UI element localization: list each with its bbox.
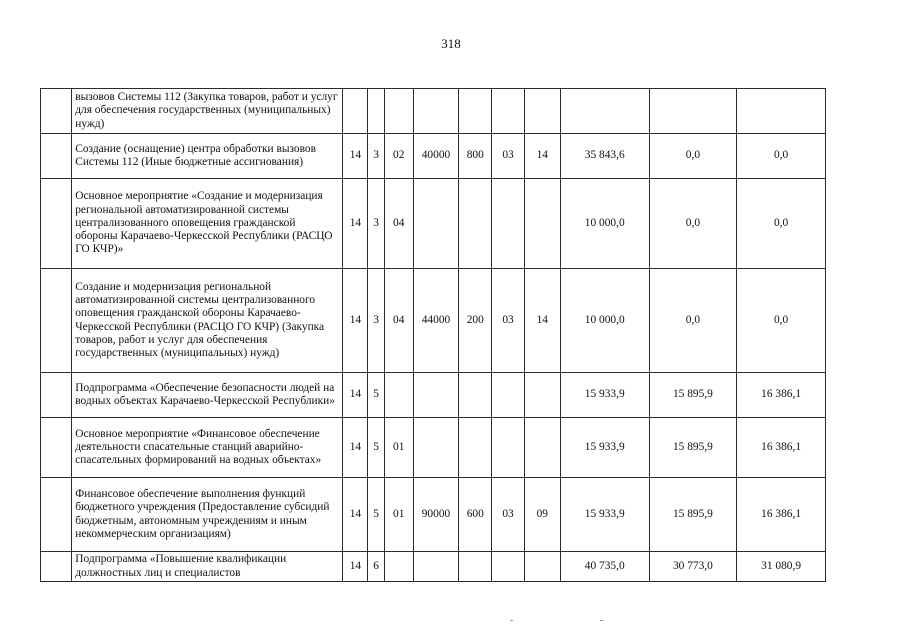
code-cell: 09 bbox=[524, 478, 560, 552]
code-cell: 600 bbox=[459, 478, 492, 552]
amount-cell bbox=[649, 89, 737, 134]
row-name: Создание (оснащение) центра обработки вызовов Системы 112 (Иные бюджетные ассигнования) bbox=[72, 134, 343, 179]
row-name: Создание и модернизация региональной автоматизированной системы централизованного оповещения гражданской обороны Карачаево-Черкесской Республики (РАСЦО ГО КЧР) (Закупка товаров, работ и услуг для обеспечения государственных (муниципальных) нужд) bbox=[72, 269, 343, 373]
code-cell: 200 bbox=[459, 269, 492, 373]
code-cell bbox=[524, 373, 560, 418]
code-cell bbox=[492, 179, 524, 269]
amount-cell: 15 933,9 bbox=[560, 418, 649, 478]
code-cell bbox=[413, 373, 458, 418]
code-cell bbox=[524, 89, 560, 134]
row-index-cell bbox=[41, 478, 72, 552]
code-cell bbox=[459, 418, 492, 478]
table-row bbox=[41, 478, 826, 552]
code-cell: 01 bbox=[384, 418, 413, 478]
row-index-cell bbox=[41, 552, 72, 582]
code-cell: 04 bbox=[384, 269, 413, 373]
amount-cell: 10 000,0 bbox=[560, 179, 649, 269]
table-row bbox=[41, 179, 826, 269]
row-name: Подпрограмма «Повышение квалификации должностных лиц и специалистов bbox=[72, 552, 343, 582]
row-name: Подпрограмма «Обеспечение безопасности людей на водных объектах Карачаево-Черкесской Республики» bbox=[72, 373, 343, 418]
code-cell bbox=[384, 89, 413, 134]
code-cell bbox=[343, 89, 368, 134]
code-cell: 01 bbox=[384, 478, 413, 552]
table-row bbox=[41, 134, 826, 179]
amount-cell: 16 386,1 bbox=[737, 478, 826, 552]
table-row bbox=[41, 552, 826, 582]
code-cell: 5 bbox=[368, 373, 384, 418]
amount-cell: 16 386,1 bbox=[737, 418, 826, 478]
code-cell bbox=[492, 418, 524, 478]
amount-cell: 31 080,9 bbox=[737, 552, 826, 582]
code-cell bbox=[459, 179, 492, 269]
code-cell bbox=[524, 179, 560, 269]
code-cell: 800 bbox=[459, 134, 492, 179]
code-cell: 3 bbox=[368, 134, 384, 179]
code-cell: 14 bbox=[343, 478, 368, 552]
code-cell: 6 bbox=[368, 552, 384, 582]
scan-speck bbox=[600, 620, 603, 621]
amount-cell: 10 000,0 bbox=[560, 269, 649, 373]
amount-cell: 15 933,9 bbox=[560, 373, 649, 418]
amount-cell: 0,0 bbox=[737, 269, 826, 373]
row-name: Основное мероприятие «Финансовое обеспечение деятельности спасательные станций аварийно-спасательных формирований на водных объектах» bbox=[72, 418, 343, 478]
row-index-cell bbox=[41, 89, 72, 134]
code-cell: 40000 bbox=[413, 134, 458, 179]
row-index-cell bbox=[41, 179, 72, 269]
code-cell: 03 bbox=[492, 134, 524, 179]
code-cell bbox=[492, 552, 524, 582]
code-cell: 5 bbox=[368, 418, 384, 478]
amount-cell: 35 843,6 bbox=[560, 134, 649, 179]
amount-cell: 16 386,1 bbox=[737, 373, 826, 418]
row-index-cell bbox=[41, 134, 72, 179]
code-cell: 14 bbox=[343, 179, 368, 269]
amount-cell: 0,0 bbox=[737, 179, 826, 269]
code-cell bbox=[492, 89, 524, 134]
amount-cell: 30 773,0 bbox=[649, 552, 737, 582]
code-cell bbox=[384, 373, 413, 418]
amount-cell bbox=[737, 89, 826, 134]
scan-speck bbox=[510, 620, 513, 621]
code-cell bbox=[413, 552, 458, 582]
amount-cell: 15 895,9 bbox=[649, 418, 737, 478]
amount-cell: 0,0 bbox=[649, 269, 737, 373]
code-cell: 90000 bbox=[413, 478, 458, 552]
row-index-cell bbox=[41, 373, 72, 418]
code-cell: 3 bbox=[368, 269, 384, 373]
code-cell: 14 bbox=[524, 269, 560, 373]
code-cell: 44000 bbox=[413, 269, 458, 373]
code-cell bbox=[459, 89, 492, 134]
table-row bbox=[41, 418, 826, 478]
amount-cell: 15 895,9 bbox=[649, 478, 737, 552]
code-cell: 14 bbox=[524, 134, 560, 179]
scan-artifacts bbox=[0, 620, 902, 624]
amount-cell: 40 735,0 bbox=[560, 552, 649, 582]
row-name: вызовов Системы 112 (Закупка товаров, работ и услуг для обеспечения государственных (муниципальных) нужд) bbox=[72, 89, 343, 134]
amount-cell: 15 933,9 bbox=[560, 478, 649, 552]
code-cell: 03 bbox=[492, 478, 524, 552]
code-cell bbox=[524, 418, 560, 478]
code-cell: 14 bbox=[343, 552, 368, 582]
code-cell bbox=[459, 552, 492, 582]
code-cell: 5 bbox=[368, 478, 384, 552]
code-cell: 03 bbox=[492, 269, 524, 373]
row-name: Основное мероприятие «Создание и модернизация региональной автоматизированной системы централизованного оповещения гражданской обороны Карачаево-Черкесской Республики (РАСЦО ГО КЧР)» bbox=[72, 179, 343, 269]
code-cell bbox=[492, 373, 524, 418]
table-row bbox=[41, 373, 826, 418]
code-cell bbox=[413, 89, 458, 134]
page-number: 318 bbox=[441, 36, 461, 51]
row-index-cell bbox=[41, 269, 72, 373]
code-cell: 14 bbox=[343, 373, 368, 418]
code-cell bbox=[413, 179, 458, 269]
amount-cell bbox=[560, 89, 649, 134]
row-name: Финансовое обеспечение выполнения функций бюджетного учреждения (Предоставление субсидий бюджетным, автономным учреждениям и иным некоммерческим организациям) bbox=[72, 478, 343, 552]
row-index-cell bbox=[41, 418, 72, 478]
table-row bbox=[41, 269, 826, 373]
table-row bbox=[41, 89, 826, 134]
code-cell bbox=[368, 89, 384, 134]
amount-cell: 0,0 bbox=[737, 134, 826, 179]
amount-cell: 0,0 bbox=[649, 179, 737, 269]
amount-cell: 0,0 bbox=[649, 134, 737, 179]
code-cell bbox=[384, 552, 413, 582]
code-cell: 14 bbox=[343, 418, 368, 478]
code-cell: 04 bbox=[384, 179, 413, 269]
amount-cell: 15 895,9 bbox=[649, 373, 737, 418]
code-cell bbox=[413, 418, 458, 478]
code-cell: 14 bbox=[343, 134, 368, 179]
code-cell bbox=[524, 552, 560, 582]
code-cell: 3 bbox=[368, 179, 384, 269]
budget-table bbox=[40, 88, 826, 582]
code-cell: 02 bbox=[384, 134, 413, 179]
code-cell: 14 bbox=[343, 269, 368, 373]
code-cell bbox=[459, 373, 492, 418]
